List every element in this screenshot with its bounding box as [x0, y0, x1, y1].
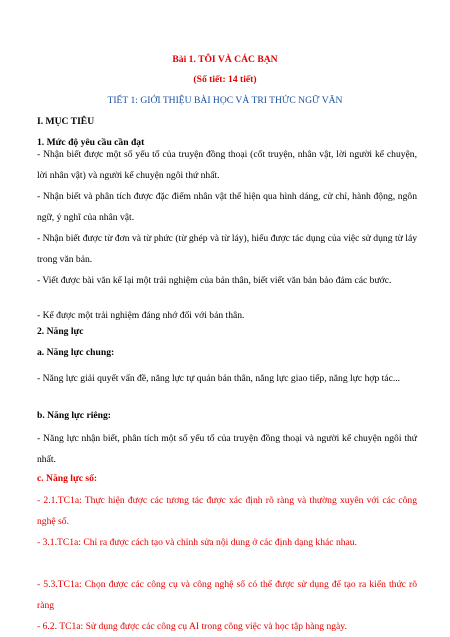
- competency-heading-specific: b. Năng lực riêng:: [37, 410, 111, 421]
- subsection-heading-requirements: 1. Mức độ yêu cầu cần đạt: [37, 137, 145, 148]
- objective-item: - Nhận biết và phân tích được đặc điểm nhân vật thể hiện qua hình dáng, cử chỉ, hành động, ngôn ngữ, ý nghĩ của nhân vật.: [37, 191, 417, 223]
- digital-competency-item: - 3.1.TC1a: Chỉ ra được cách tạo và chỉnh sửa nội dung ở các định dạng khác nhau.: [37, 537, 357, 548]
- digital-competency-item: - 5.3.TC1a: Chọn được các công cụ và công nghệ số có thể được sử dụng để tạo ra kiến thức rõ ràng: [37, 579, 417, 611]
- section-heading-objectives: I. MỤC TIÊU: [37, 116, 95, 127]
- digital-competency-item: - 6.2. TC1a: Sử dụng được các công cụ AI trong công việc và học tập hàng ngày.: [37, 621, 347, 632]
- lesson-period-title: TIẾT 1: GIỚI THIỆU BÀI HỌC VÀ TRI THỨC NGỮ VĂN: [107, 95, 343, 106]
- competency-heading-digital: c. Năng lực số:: [37, 473, 98, 484]
- lesson-unit-title: Bài 1. TÔI VÀ CÁC BẠN: [172, 54, 278, 65]
- objective-item: - Nhận biết được từ đơn và từ phức (từ ghép và từ láy), hiểu được tác dụng của việc sử dụng từ láy trong văn bản.: [37, 233, 417, 265]
- competency-specific-text: - Năng lực nhận biết, phân tích một số yếu tố của truyện đồng thoại và người kể chuyện ngôi thứ nhất.: [37, 433, 417, 465]
- objective-item: - Viết được bài văn kể lại một trải nghiệm của bản thân, biết viết văn bản bảo đảm các bước.: [37, 275, 392, 286]
- subsection-heading-competencies: 2. Năng lực: [37, 326, 84, 337]
- digital-competency-item: - 2.1.TC1a: Thực hiện được các tương tác được xác định rõ ràng và thường xuyên với các công nghệ số.: [37, 495, 417, 527]
- objective-item: - Kể được một trải nghiệm đáng nhớ đối với bản thân.: [37, 310, 245, 321]
- competency-heading-general: a. Năng lực chung:: [37, 347, 115, 358]
- competency-general-text: - Năng lực giải quyết vấn đề, năng lực tự quản bản thân, năng lực giao tiếp, năng lực hợp tác...: [37, 373, 401, 384]
- lesson-periods: (Số tiết: 14 tiết): [193, 74, 257, 85]
- objective-item: - Nhận biết được một số yếu tố của truyện đồng thoại (cốt truyện, nhân vật, lời người kể chuyện, lời nhân vật) và người kể chuyện ngôi thứ nhất.: [37, 149, 417, 181]
